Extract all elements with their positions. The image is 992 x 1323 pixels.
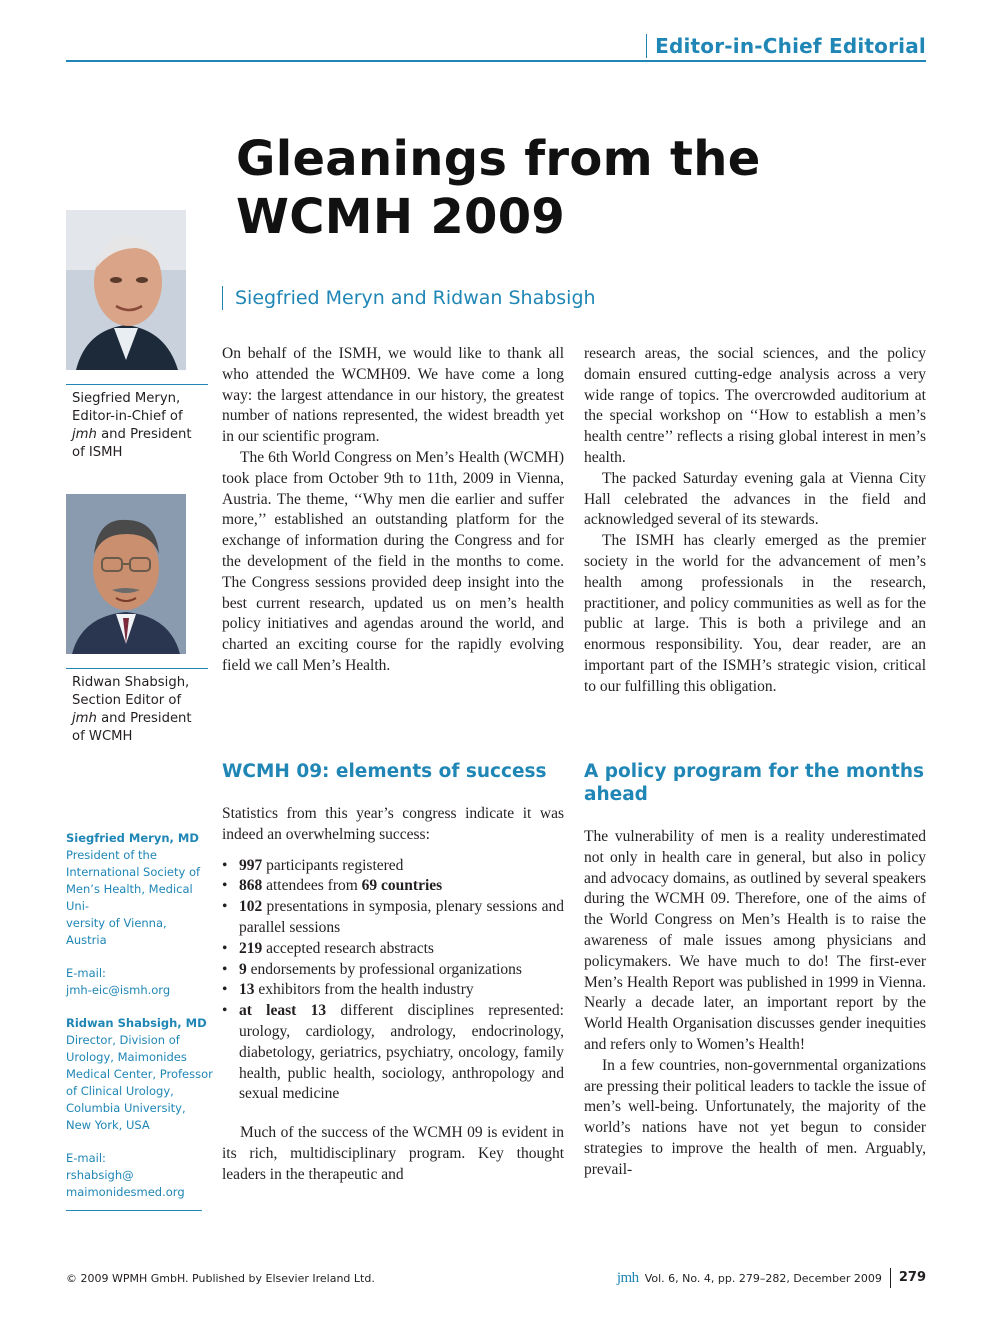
footer-citation [617,1268,926,1288]
contact-affiliation-line: Director, Division of [66,1033,180,1047]
contact-affiliation-line: Men’s Health, Medical Uni- [66,882,193,913]
section-tag: Editor-in-Chief Editorial [646,34,926,58]
contact-affiliation-line: Urology, Maimonides [66,1050,187,1064]
email-label: E-mail: [66,966,106,980]
section-heading-wcmh: WCMH 09: elements of success [222,761,547,782]
stat-value: 219 [239,939,263,957]
author-photo-meryn [66,210,186,370]
paragraph: In a few countries, non-governmental organizations are pressing their political leaders to tackle the issue of men’s well-being. Unfortunately, the majority of the world’s nations have not yet begun to consider strategies to improve the health of men. Arguably, prevail- [584,1056,926,1178]
stat-text: participants registered [262,856,404,874]
caption-shabsigh-org: of WCMH [72,729,133,744]
citation-text: Vol. 6, No. 4, pp. 279–282, December 2009 [644,1271,882,1285]
email-label: E-mail: [66,1151,106,1165]
section-heading-policy: A policy program for the months ahead [584,761,925,805]
contact-rule [66,1210,202,1211]
caption-shabsigh-rest: and President [96,711,192,726]
stat-text: endorsements by professional organizations [246,960,522,978]
caption-meryn-org: of ISMH [72,445,123,460]
portrait-shabsigh-image [66,494,186,654]
stat-text: presentations in symposia, plenary sessions and parallel sessions [239,898,564,936]
email-link[interactable]: jmh-eic@ismh.org [66,983,171,997]
contact-affiliation-line: New York, USA [66,1118,150,1132]
email-line: maimonidesmed.org [66,1185,185,1199]
stat-value: 69 countries [361,877,443,895]
list-item [222,939,564,960]
stat-text: accepted research abstracts [262,939,434,957]
article-authors: Siegfried Meryn and Ridwan Shabsigh [222,286,596,310]
contact-affiliation-line: Medical Center, Professor [66,1067,213,1081]
footer-copyright: © 2009 WPMH GmbH. Published by Elsevier Ireland Ltd. [66,1272,375,1285]
email-link[interactable] [66,1167,216,1201]
contact-affiliation-line: versity of Vienna, [66,916,167,930]
stat-text: exhibitors from the health industry [254,981,474,999]
stat-value: 102 [239,898,263,916]
stat-value: 868 [239,877,263,895]
list-item [222,1001,564,1105]
stat-value: 9 [239,960,247,978]
journal-logo: jmh [616,1269,639,1286]
contact-affiliation-line: Austria [66,933,107,947]
body-column-2-top [584,344,926,698]
caption-shabsigh-role: Section Editor of [72,693,182,708]
article-title: Gleanings from the WCMH 2009 [236,131,761,245]
contact-affiliation-line: Columbia University, [66,1101,186,1115]
contact-block [66,830,216,1201]
portrait-meryn-image [66,210,186,370]
paragraph: The 6th World Congress on Men’s Health (WCMH) took place from October 9th to 11th, 2009 in Vienna, Austria. The theme, ‘‘Why men die earlier and suffer more,’’ established an outstanding platform for the exchange of information during the Congress and for the development of the field in the months to come. The Congress sessions provided deep insight into the best current research, updated us on men’s health policy initiatives and agendas around the world, and charted an exciting course for the rapidly evolving field we call Men’s Health. [222,448,564,674]
list-item [222,980,564,1001]
caption-shabsigh-name: Ridwan Shabsigh, [72,675,190,690]
email-line: rshabsigh@ [66,1168,134,1182]
caption-meryn-journal: jmh [72,427,97,442]
page-number: 279 [890,1268,926,1288]
paragraph: Statistics from this year’s congress indicate it was indeed an overwhelming success: [222,805,564,843]
stat-text: different disciplines represented: urology, cardiology, andrology, endocrinology, diabetology, geriatrics, psychiatry, oncology, family health, public health, sociology, anthropology and sexual medicine [239,1002,564,1103]
paragraph: The vulnerability of men is a reality underestimated not only in health care in general, but also in policy and advocacy domains, as outlined by several speakers during the WCMH 09. Therefore, one of the aims of the World Congress on Men’s Health is to raise the awareness of male issues among physicians and policymakers. We have much to do! The first-ever Men’s Health Report was published in 1999 in Vienna. Nearly a decade later, an important report by the World Health Organisation discusses gender inequities and refers only to Women’s Health! [584,828,926,1053]
paragraph: research areas, the social sciences, and the policy domain ensured cutting-edge analysis across a very wide range of topics. The overcrowded auditorium at the special workshop on ‘‘How to establish a men’s health centre’’ reflects a rising global interest in men’s health. [584,345,926,466]
stats-list [222,856,564,1106]
body-column-1-bottom [222,804,564,1186]
list-item [222,876,564,897]
stat-value: 13 [239,981,255,999]
paragraph: Much of the success of the WCMH 09 is evident in its rich, multidisciplinary program. Key thought leaders in the therapeutic and [222,1124,564,1183]
paragraph: The packed Saturday evening gala at Vienna City Hall celebrated the advances in the field and acknowledged several of its stewards. [584,469,926,529]
caption-shabsigh [66,668,208,746]
caption-shabsigh-journal: jmh [72,711,97,726]
body-column-2-bottom [584,827,926,1181]
list-item [222,856,564,877]
paragraph: The ISMH has clearly emerged as the premier society in the world for the advancement of men’s health among professionals in the research, practitioner, and policy communities as well as for the public at large. This is both a privilege and an enormous responsibility. You, dear reader, are an important part of the ISMH’s strategic vision, critical to our fulfilling this obligation. [584,532,926,695]
contact-name: Siegfried Meryn, MD [66,831,199,845]
contact-affiliation-line: President of the [66,848,157,862]
caption-meryn [66,384,208,462]
contact-name: Ridwan Shabsigh, MD [66,1016,207,1030]
contact-affiliation-line: of Clinical Urology, [66,1084,174,1098]
author-photo-shabsigh [66,494,186,654]
caption-meryn-name: Siegfried Meryn, [72,391,181,406]
caption-meryn-role: Editor-in-Chief of [72,409,183,424]
paragraph: On behalf of the ISMH, we would like to thank all who attended the WCMH09. We have come a long way: the largest attendance in our history, the greatest number of nations represented, the widest breadth yet in our scientific program. [222,345,564,446]
caption-meryn-rest: and President [96,427,192,442]
header-rule [66,60,926,62]
body-column-1-top [222,344,564,677]
contact-affiliation-line: International Society of [66,865,201,879]
stat-text: attendees from [262,877,362,895]
list-item [222,960,564,981]
stat-value: at least 13 [239,1002,327,1020]
stat-value: 997 [239,856,263,874]
list-item [222,897,564,939]
